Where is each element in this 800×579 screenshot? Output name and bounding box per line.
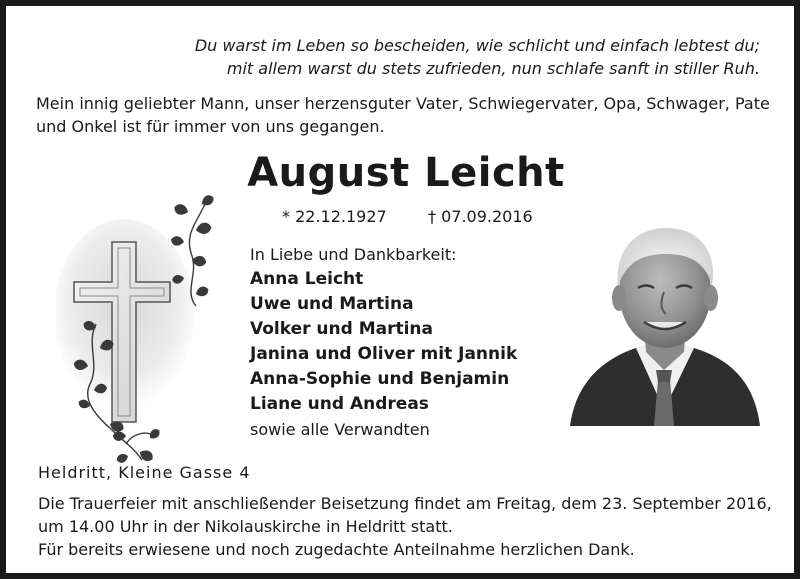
poem-line-1: Du warst im Leben so bescheiden, wie schlicht und einfach lebtest du; — [194, 36, 760, 55]
family-member: Volker und Martina — [250, 319, 434, 339]
intro-line-2: und Onkel ist für immer von uns gegangen. — [36, 117, 385, 136]
service-line-1: Die Trauerfeier mit anschließender Beisetzung findet am Freitag, dem 23. September 2016, — [38, 494, 772, 513]
family-member: Liane und Andreas — [250, 394, 429, 414]
poem-line-2: mit allem warst du stets zufrieden, nun schlafe sanft in stiller Ruh. — [226, 59, 760, 78]
service-line-3: Für bereits erwiesene und noch zugedachte Anteilnahme herzlichen Dank. — [38, 540, 635, 559]
portrait-photo — [566, 220, 762, 426]
cross-with-ivy-icon — [56, 194, 236, 466]
family-member: Uwe und Martina — [250, 294, 414, 314]
address: Heldritt, Kleine Gasse 4 — [38, 463, 251, 482]
family-member: Janina und Oliver mit Jannik — [250, 344, 518, 364]
intro-line-1: Mein innig geliebter Mann, unser herzensguter Vater, Schwiegervater, Opa, Schwager, Pate — [36, 94, 770, 113]
intro-text — [36, 92, 776, 138]
family-list — [250, 242, 517, 442]
deceased-name: August Leicht — [247, 150, 565, 196]
memorial-poem — [195, 34, 760, 80]
service-info — [38, 492, 783, 561]
service-line-2: um 14.00 Uhr in der Nikolauskirche in Heldritt statt. — [38, 517, 453, 536]
family-member: Anna Leicht — [250, 269, 364, 289]
death-date: † 07.09.2016 — [428, 207, 533, 226]
birth-date: * 22.12.1927 — [282, 207, 387, 226]
family-member: Anna-Sophie und Benjamin — [250, 369, 510, 389]
family-heading: In Liebe und Dankbarkeit: — [250, 245, 457, 264]
family-closing: sowie alle Verwandten — [250, 420, 430, 439]
